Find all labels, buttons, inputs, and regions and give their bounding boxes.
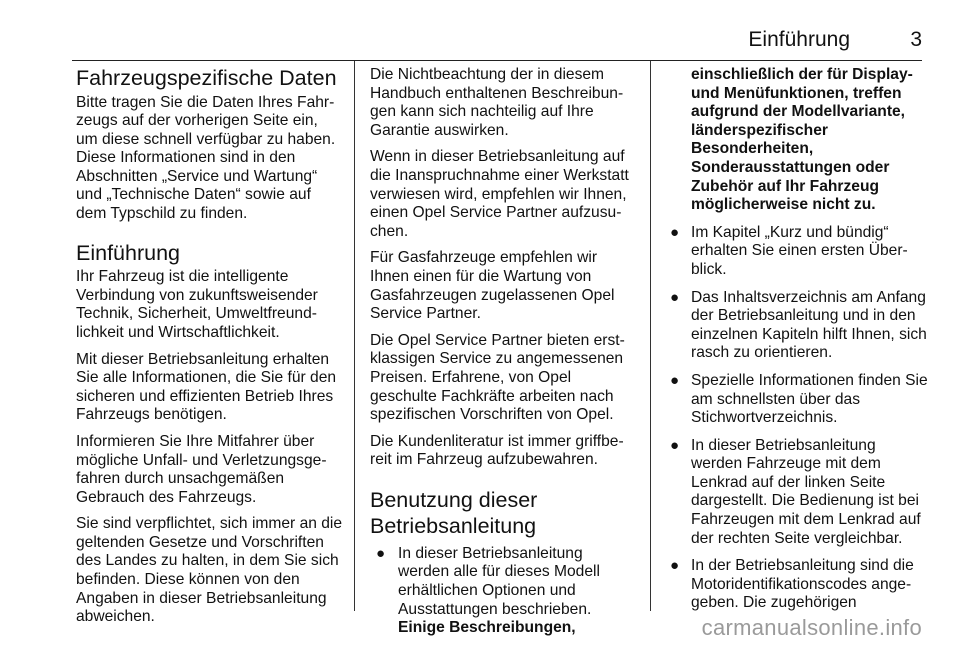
bullet-list [370,545,638,638]
continued-bold-text: einschließlich der für Display- und Menüfunktionen, treffen aufgrund der Modellvariante, länderspezifischer Besonderheiten, Sonderausstattungen oder Zubehör auf Ihr Fahrzeug möglicherweise nicht zu. [691,66,913,214]
list-item-bold-text: Einige Beschreibungen, [398,619,576,637]
heading-benutzung: Benutzung dieser Betriebsanleitung [370,487,538,538]
paragraph: Sie sind verpflichtet, sich immer an die geltenden Gesetze und Vorschriften des Landes zu halten, in dem Sie sich befinden. Diese können von den Angaben in dieser Betriebsanleitung abweichen. [76,515,343,626]
list-item-text: Das Inhaltsverzeichnis am Anfang der Betriebsanleitung und in den einzelnen Kapiteln hilft Ihnen, sich rasch zu orientieren. [691,288,927,362]
list-item [668,557,928,613]
paragraph: Informieren Sie Ihre Mitfahrer über mögliche Unfall- und Verletzungsgefahren durch unsachgemäßen Gebrauch des Fahrzeugs. [76,432,327,506]
bullet-icon: ● [670,371,680,389]
list-item-text: Im Kapitel „Kurz und bündig“ erhalten Sie einen ersten Überblick. [691,223,908,278]
paragraph: Mit dieser Betriebsanleitung erhalten Sie alle Informationen, die Sie für den sicheren und effizienten Betrieb Ihres Fahrzeugs benötigen. [76,350,337,424]
bullet-icon: ● [670,288,680,306]
list-item-text: In dieser Betriebsanleitung werden Fahrzeuge mit dem Lenkrad auf der linken Seite dargestellt. Die Bedienung ist bei Fahrzeugen mit dem Lenkrad auf der rechten Seite vergleichbar. [691,436,921,547]
paragraph: Die Nichtbeachtung der in diesem Handbuch enthaltenen Beschreibungen kann sich nachteilig auf Ihre Garantie auswirken. [370,66,624,139]
list-item-text: In der Betriebsanleitung sind die Motoridentifikationscodes angegeben. Die zugehörigen [691,557,914,612]
bullet-icon: ● [670,436,680,454]
list-item [668,372,928,428]
bullet-list [668,224,928,613]
watermark: carmanualsonline.info [701,615,922,640]
list-item [370,545,638,638]
bullet-icon: ● [376,544,386,562]
paragraph: Für Gasfahrzeuge empfehlen wir Ihnen einen für die Wartung von Gasfahrzeugen zugelassenen Opel Service Partner. [370,249,615,323]
list-item-text: In dieser Betriebsanleitung werden alle für dieses Modell erhältlichen Optionen und Ausstattungen beschrieben. [398,544,600,618]
paragraph: Die Kundenliteratur ist immer griffbereit im Fahrzeug aufzubewahren. [370,432,624,469]
bullet-icon: ● [670,223,680,241]
column-divider-2 [650,61,651,611]
paragraph: Wenn in dieser Betriebsanleitung auf die Inanspruchnahme einer Werkstatt verwiesen wird, empfehlen wir Ihnen, einen Opel Service Partner aufzusuchen. [370,148,629,240]
header-divider [72,60,922,61]
page-header [0,26,960,60]
paragraph: Bitte tragen Sie die Daten Ihres Fahrzeugs auf der vorherigen Seite ein, um diese schnell verfügbar zu haben. Diese Informationen sind in den Abschnitten „Service und Wartung“ und „Technische Daten“ sowie auf dem Typschild zu finden. [76,93,336,223]
column-3 [668,66,928,622]
column-1 [76,66,343,635]
section-title: Einführung [748,28,850,51]
column-divider-1 [354,61,355,611]
heading-einfuehrung: Einführung [76,240,180,265]
list-item [668,437,928,549]
page-number: 3 [910,28,922,51]
list-item-text: Spezielle Informationen finden Sie am schnellsten über das Stichwortverzeichnis. [691,371,928,427]
bullet-icon: ● [670,557,680,575]
paragraph: Ihr Fahrzeug ist die intelligente Verbindung von zukunftsweisender Technik, Sicherheit, Umweltfreundlichkeit und Wirtschaftlichkeit. [76,268,318,341]
column-2 [370,66,638,647]
heading-fahrzeugspezifische-daten: Fahrzeugspezifische Daten [76,66,337,90]
paragraph: Die Opel Service Partner bieten erstklassigen Service zu angemessenen Preisen. Erfahrene, von Opel geschulte Fachkräfte arbeiten nach spezifischen Vorschriften von Opel. [370,331,625,424]
list-item [668,224,928,280]
list-item [668,289,928,363]
